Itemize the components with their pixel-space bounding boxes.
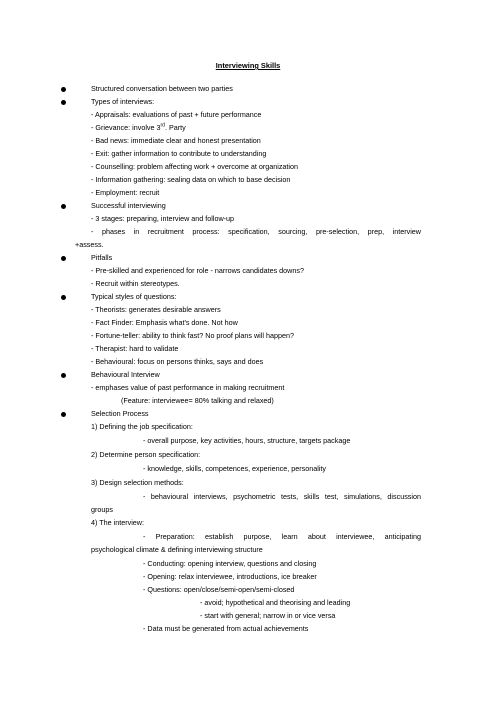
bullet-pitfalls: Pitfalls xyxy=(91,253,113,262)
interview-questions: - Questions: open/close/semi-open/semi-closed xyxy=(143,585,295,594)
behavioural-past-performance: - emphases value of past performance in making recruitment xyxy=(91,383,285,392)
interview-preparation: - Preparation: establish purpose, learn about interviewee, anticipating xyxy=(143,532,421,541)
types-information-gathering: - Information gathering: sealing data on which to base decision xyxy=(91,175,291,184)
bullet-icon xyxy=(61,373,66,378)
bullet-icon xyxy=(61,204,66,209)
types-counselling: - Counselling: problem affecting work + overcome at organization xyxy=(91,162,299,171)
types-employment: - Employment: recruit xyxy=(91,188,160,197)
interview-data: - Data must be generated from actual achievements xyxy=(143,624,309,633)
bullet-successful-interviewing: Successful interviewing xyxy=(91,201,166,210)
interview-questions-start: - start with general; narrow in or vice versa xyxy=(200,611,336,620)
selection-step-2: 2) Determine person specification: xyxy=(91,450,201,459)
types-grievance: - Grievance: involve 3rd. Party xyxy=(91,122,186,132)
selection-step-2-detail: - knowledge, skills, competences, experience, personality xyxy=(143,464,326,473)
selection-step-1: 1) Defining the job specification: xyxy=(91,422,193,431)
successful-phases-cont: +assess. xyxy=(75,240,104,249)
interview-opening: - Opening: relax interviewee, introductions, ice breaker xyxy=(143,572,317,581)
pitfalls-pre-skilled: - Pre-skilled and experienced for role - narrows candidates downs? xyxy=(91,266,304,275)
bullet-icon xyxy=(61,100,66,105)
selection-step-3: 3) Design selection methods: xyxy=(91,478,184,487)
styles-theorists: - Theorists: generates desirable answers xyxy=(91,305,221,314)
types-appraisals: - Appraisals: evaluations of past + future performance xyxy=(91,110,262,119)
bullet-icon xyxy=(61,256,66,261)
bullet-typical-styles: Typical styles of questions: xyxy=(91,292,177,301)
bullet-icon xyxy=(61,87,66,92)
interview-questions-avoid: - avoid; hypothetical and theorising and leading xyxy=(200,598,351,607)
successful-phases: - phases in recruitment process: specification, sourcing, pre-selection, prep, interview xyxy=(91,227,421,236)
bullet-structured-conversation: Structured conversation between two parties xyxy=(91,84,233,93)
successful-stages: - 3 stages: preparing, interview and follow-up xyxy=(91,214,235,223)
selection-step-3-detail: - behavioural interviews, psychometric tests, skills test, simulations, discussion xyxy=(143,492,421,501)
bullet-selection-process: Selection Process xyxy=(91,409,149,418)
styles-therapist: - Therapist: hard to validate xyxy=(91,344,179,353)
styles-behavioural: - Behavioural: focus on persons thinks, says and does xyxy=(91,357,264,366)
document-title: Interviewing Skills xyxy=(215,61,281,70)
behavioural-feature: (Feature: interviewee= 80% talking and relaxed) xyxy=(121,396,274,405)
bullet-behavioural-interview: Behavioural Interview xyxy=(91,370,160,379)
types-bad-news: - Bad news: immediate clear and honest presentation xyxy=(91,136,261,145)
styles-fortune-teller: - Fortune-teller: ability to think fast? No proof plans will happen? xyxy=(91,331,294,340)
selection-step-4: 4) The interview: xyxy=(91,518,144,527)
types-exit: - Exit: gather information to contribute to understanding xyxy=(91,149,267,158)
bullet-types-of-interviews: Types of interviews: xyxy=(91,97,155,106)
selection-step-3-cont: groups xyxy=(91,505,113,514)
bullet-icon xyxy=(61,295,66,300)
selection-step-1-detail: - overall purpose, key activities, hours, structure, targets package xyxy=(143,436,351,445)
styles-fact-finder: - Fact Finder: Emphasis what's done. Not how xyxy=(91,318,238,327)
pitfalls-stereotypes: - Recruit within stereotypes. xyxy=(91,279,180,288)
interview-preparation-cont: psychological climate & defining interviewing structure xyxy=(91,545,263,554)
interview-conducting: - Conducting: opening interview, questions and closing xyxy=(143,559,317,568)
bullet-icon xyxy=(61,412,66,417)
